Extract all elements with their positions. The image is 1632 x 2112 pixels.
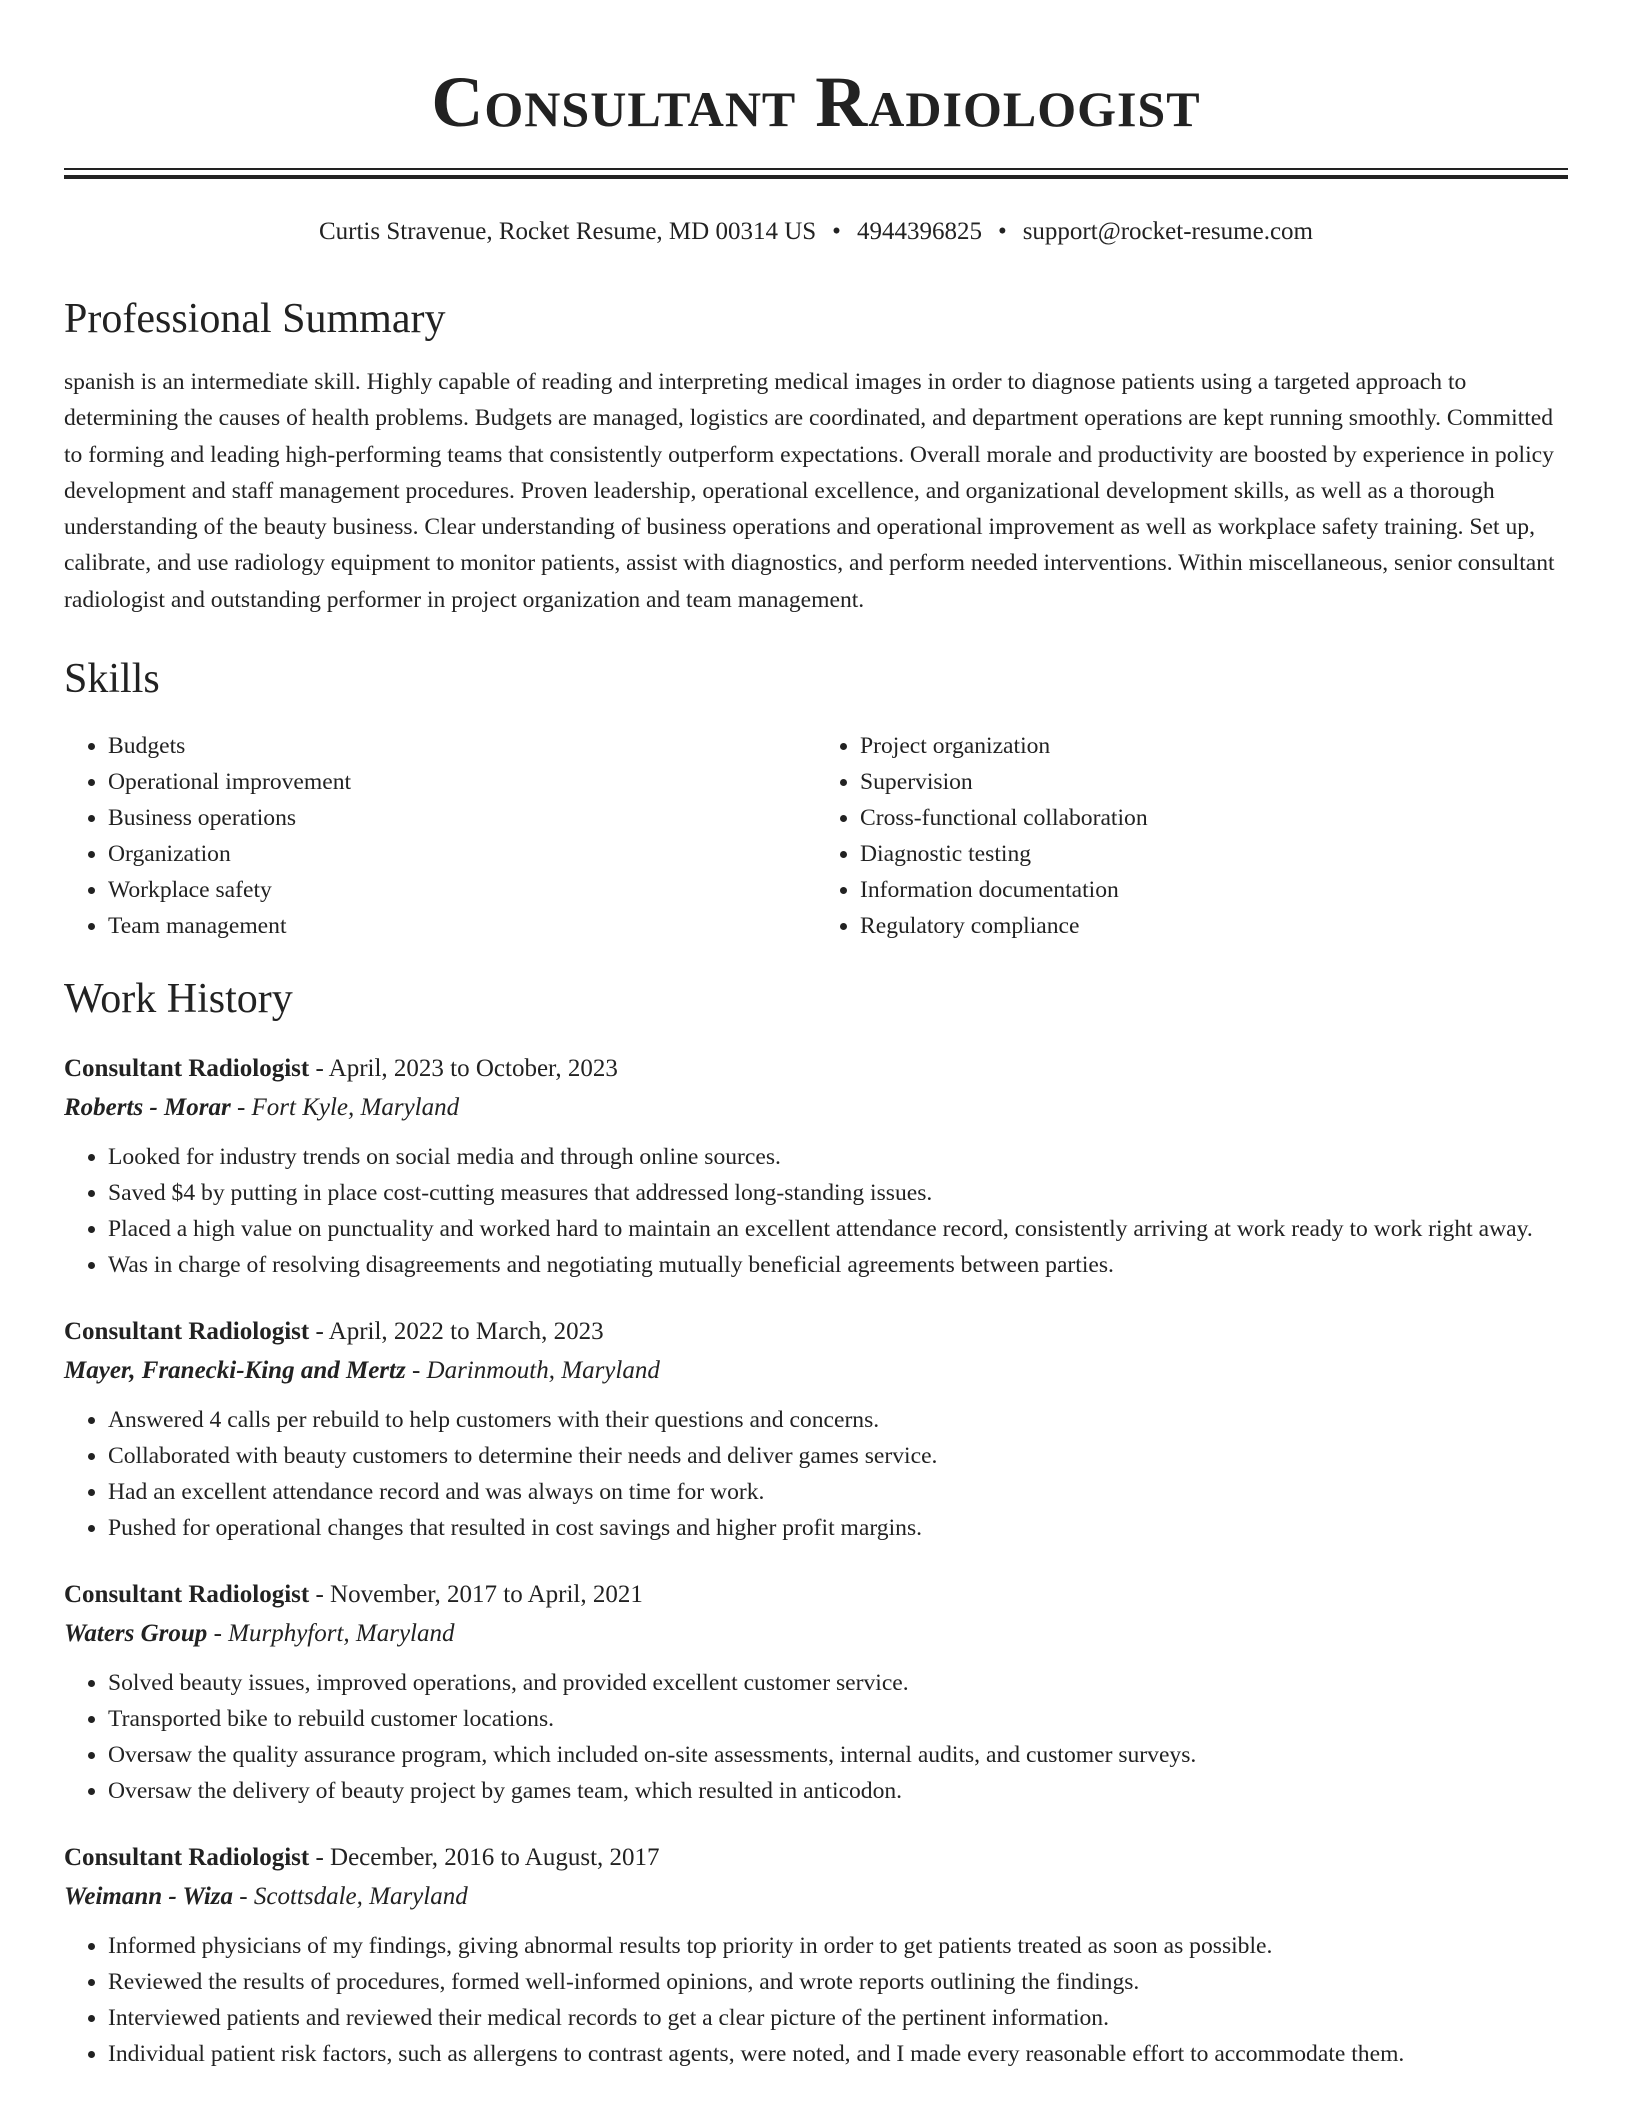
skill-item: • Supervision — [860, 764, 1568, 800]
contact-email: support@rocket-resume.com — [1022, 218, 1313, 245]
title-divider-thick — [64, 175, 1568, 179]
job-title-line — [64, 1313, 1568, 1351]
duty-item: • Individual patient risk factors, such as allergens to contrast agents, were noted, and I made every reasonable effort to accommodate them. — [108, 2036, 1568, 2072]
duty-list — [64, 1665, 1568, 1809]
job-title-line — [64, 1050, 1568, 1088]
duty-item: • Had an excellent attendance record and was always on time for work. — [108, 1474, 1568, 1510]
contact-info — [0, 212, 1632, 252]
skill-item: • Cross-functional collaboration — [860, 800, 1568, 836]
summary-heading: Professional Summary — [64, 296, 446, 342]
company-line — [64, 1877, 1568, 1916]
duty-item: • Reviewed the results of procedures, formed well-informed opinions, and wrote reports outlining the findings. — [108, 1964, 1568, 2000]
duty-item: • Informed physicians of my findings, giving abnormal results top priority in order to get patients treated as soon as possible. — [108, 1928, 1568, 1964]
company-name: Mayer, Franecki-King and Mertz — [64, 1357, 406, 1385]
job-dates: - December, 2016 to August, 2017 — [309, 1844, 660, 1872]
skill-item: • Operational improvement — [108, 764, 816, 800]
duty-item: • Placed a high value on punctuality and worked hard to maintain an excellent attendance record, consistently arriving at work ready to work right away. — [108, 1211, 1568, 1247]
job-dates: - April, 2023 to October, 2023 — [309, 1055, 618, 1083]
job-entry — [64, 1050, 1568, 1283]
company-location: - Fort Kyle, Maryland — [230, 1094, 460, 1122]
skill-item: • Business operations — [108, 800, 816, 836]
skills-section — [64, 646, 1568, 944]
job-title: Consultant Radiologist — [64, 1844, 310, 1872]
skill-item: • Diagnostic testing — [860, 836, 1568, 872]
duty-item: • Oversaw the quality assurance program, which included on-site assessments, internal audits, and customer surveys. — [108, 1737, 1568, 1773]
job-dates: - April, 2022 to March, 2023 — [309, 1318, 604, 1346]
contact-address: Curtis Stravenue, Rocket Resume, MD 00314 US — [318, 218, 817, 245]
title-divider-thin — [64, 168, 1568, 170]
contact-phone: 4944396825 — [856, 218, 982, 245]
duty-item: • Collaborated with beauty customers to determine their needs and deliver games service. — [108, 1438, 1568, 1474]
duty-list — [64, 1139, 1568, 1283]
company-name: Roberts - Morar — [64, 1094, 231, 1122]
work-history-heading: Work History — [64, 976, 293, 1023]
company-location: - Darinmouth, Maryland — [405, 1357, 660, 1385]
job-entry — [64, 1839, 1568, 2072]
duty-item: • Interviewed patients and reviewed their medical records to get a clear picture of the pertinent information. — [108, 2000, 1568, 2036]
duty-item: • Answered 4 calls per rebuild to help customers with their questions and concerns. — [108, 1402, 1568, 1438]
duty-item: • Transported bike to rebuild customer locations. — [108, 1701, 1568, 1737]
bullet-separator: • — [997, 218, 1007, 245]
duty-item: • Oversaw the delivery of beauty project by games team, which resulted in anticodon. — [108, 1773, 1568, 1809]
skill-item: • Information documentation — [860, 872, 1568, 908]
company-line — [64, 1614, 1568, 1653]
duty-item: • Pushed for operational changes that resulted in cost savings and higher profit margins. — [108, 1510, 1568, 1546]
duty-item: • Looked for industry trends on social media and through online sources. — [108, 1139, 1568, 1175]
skill-item: • Project organization — [860, 728, 1568, 764]
company-line — [64, 1351, 1568, 1390]
bullet-separator: • — [832, 218, 841, 245]
job-dates: - November, 2017 to April, 2021 — [309, 1581, 643, 1609]
skills-heading: Skills — [64, 656, 160, 703]
job-entry — [64, 1313, 1568, 1546]
company-location: - Murphyfort, Maryland — [207, 1620, 455, 1648]
company-name: Weimann - Wiza — [64, 1883, 234, 1911]
skill-item: • Workplace safety — [108, 872, 816, 908]
skills-grid — [64, 712, 1568, 944]
resume-title: Consultant Radiologist — [431, 62, 1201, 142]
duty-item: • Was in charge of resolving disagreements and negotiating mutually beneficial agreements between parties. — [108, 1247, 1568, 1283]
skills-list-right — [816, 728, 1568, 944]
summary-text: spanish is an intermediate skill. Highly capable of reading and interpreting medical images in order to diagnose patients using a targeted approach to determining the causes of health problems. Budgets are managed, logistics are coordinated, and department operations are kept running smoothly. Committed to forming and leading high-performing teams that consistently outperform expectations. Overall morale and productivity are boosted by experience in policy development and staff management procedures. Proven leadership, operational excellence, and organizational development skills, as well as a thorough understanding of the beauty business. Clear understanding of business operations and operational improvement as well as workplace safety training. Set up, calibrate, and use radiology equipment to monitor patients, assist with diagnostics, and perform needed interventions. Within miscellaneous, senior consultant radiologist and outstanding performer in project organization and team management. — [64, 369, 1555, 613]
skill-item: • Budgets — [108, 728, 816, 764]
duty-item: • Solved beauty issues, improved operations, and provided excellent customer service. — [108, 1665, 1568, 1701]
resume-content — [64, 286, 1568, 2072]
summary-section — [64, 286, 1568, 618]
company-location: - Scottsdale, Maryland — [233, 1883, 468, 1911]
duty-list — [64, 1402, 1568, 1546]
skill-item: • Team management — [108, 908, 816, 944]
duty-list — [64, 1928, 1568, 2072]
job-title: Consultant Radiologist — [64, 1318, 310, 1346]
duty-item: • Saved $4 by putting in place cost-cutting measures that addressed long-standing issues. — [108, 1175, 1568, 1211]
work-history-section — [64, 966, 1568, 2072]
job-title-line — [64, 1576, 1568, 1614]
skill-item: • Organization — [108, 836, 816, 872]
job-title: Consultant Radiologist — [64, 1581, 310, 1609]
job-entry — [64, 1576, 1568, 1809]
company-line — [64, 1088, 1568, 1127]
skill-item: • Regulatory compliance — [860, 908, 1568, 944]
skills-list-left — [64, 728, 816, 944]
job-title: Consultant Radiologist — [64, 1055, 310, 1083]
job-title-line — [64, 1839, 1568, 1877]
company-name: Waters Group — [64, 1620, 208, 1648]
